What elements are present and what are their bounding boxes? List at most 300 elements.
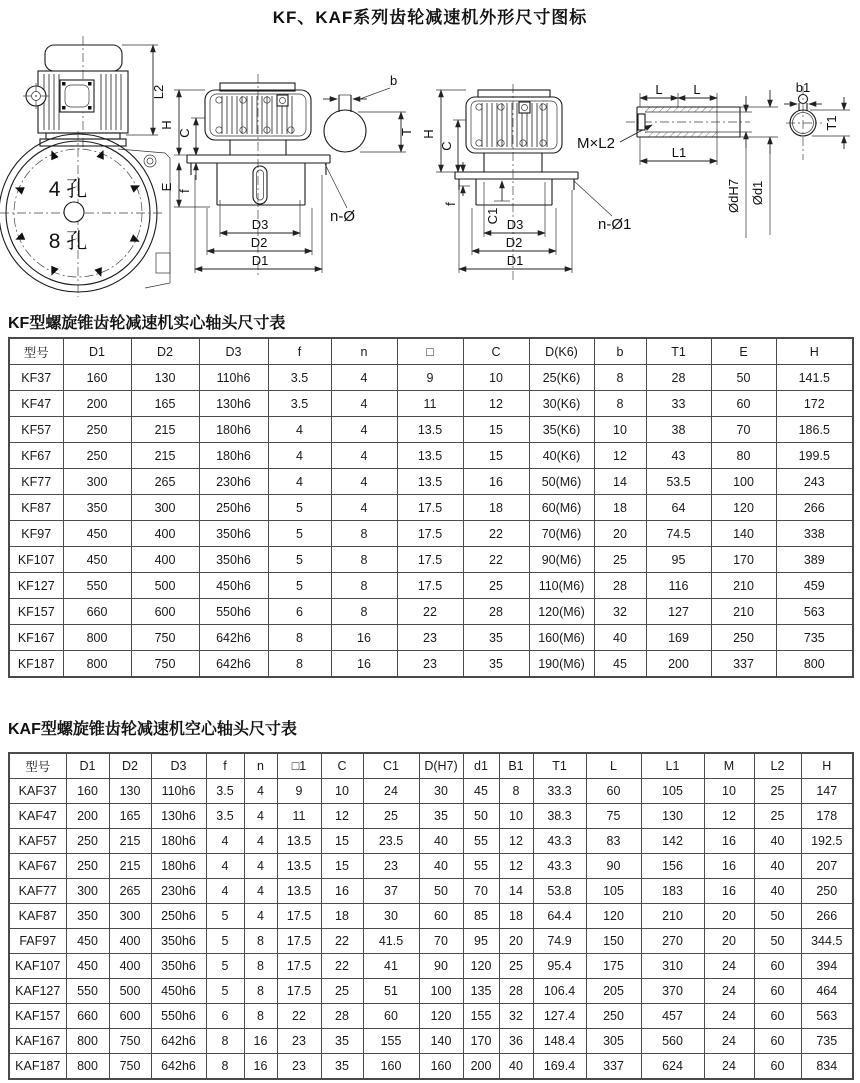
- value-cell: 43.3: [533, 829, 586, 854]
- value-cell: 8: [331, 599, 397, 625]
- value-cell: 169.4: [533, 1054, 586, 1080]
- table-row: [9, 929, 853, 954]
- value-cell: 165: [131, 391, 199, 417]
- value-cell: 120: [463, 954, 499, 979]
- value-cell: 35(K6): [529, 417, 594, 443]
- table-row: [9, 599, 853, 625]
- value-cell: 350: [63, 495, 131, 521]
- value-cell: 5: [206, 954, 244, 979]
- value-cell: 50(M6): [529, 469, 594, 495]
- dim-label-d2: D2: [250, 235, 268, 250]
- table-row: [9, 829, 853, 854]
- column-header: D(K6): [529, 338, 594, 365]
- column-header: 型号: [9, 338, 63, 365]
- column-header: L: [586, 753, 641, 779]
- hollow-shaft-section: [626, 82, 778, 238]
- value-cell: 127.4: [533, 1004, 586, 1029]
- value-cell: 23: [397, 651, 463, 678]
- value-cell: 35: [419, 804, 463, 829]
- value-cell: 4: [331, 391, 397, 417]
- value-cell: 250: [801, 879, 853, 904]
- value-cell: 25: [594, 547, 646, 573]
- value-cell: 8: [594, 365, 646, 391]
- table-row: [9, 391, 853, 417]
- column-header: L1: [641, 753, 704, 779]
- value-cell: 50: [754, 929, 801, 954]
- value-cell: 4: [244, 804, 277, 829]
- value-cell: 8: [268, 651, 331, 678]
- value-cell: 13.5: [397, 443, 463, 469]
- value-cell: 5: [268, 573, 331, 599]
- value-cell: 85: [463, 904, 499, 929]
- value-cell: 4: [331, 443, 397, 469]
- value-cell: 350h6: [151, 929, 206, 954]
- value-cell: 800: [66, 1029, 109, 1054]
- value-cell: 160: [363, 1054, 419, 1080]
- model-cell: KF157: [9, 599, 63, 625]
- value-cell: 5: [206, 904, 244, 929]
- value-cell: 6: [206, 1004, 244, 1029]
- table-row: [9, 804, 853, 829]
- value-cell: 147: [801, 779, 853, 804]
- value-cell: 30: [363, 904, 419, 929]
- value-cell: 110h6: [199, 365, 268, 391]
- value-cell: 642h6: [151, 1029, 206, 1054]
- value-cell: 735: [776, 625, 853, 651]
- value-cell: 40: [419, 829, 463, 854]
- value-cell: 250: [66, 829, 109, 854]
- value-cell: 28: [321, 1004, 363, 1029]
- dim-label-h: H: [159, 120, 174, 130]
- value-cell: 8: [594, 391, 646, 417]
- value-cell: 45: [594, 651, 646, 678]
- value-cell: 60: [754, 979, 801, 1004]
- value-cell: 4: [331, 365, 397, 391]
- value-cell: 160: [63, 365, 131, 391]
- value-cell: 50: [419, 879, 463, 904]
- value-cell: 28: [463, 599, 529, 625]
- value-cell: 4: [244, 854, 277, 879]
- value-cell: 28: [594, 573, 646, 599]
- value-cell: 60: [754, 1004, 801, 1029]
- value-cell: 180h6: [199, 443, 268, 469]
- value-cell: 250: [586, 1004, 641, 1029]
- value-cell: 5: [268, 547, 331, 573]
- dim-label-d1-shaft: Ød1: [750, 180, 765, 206]
- value-cell: 25(K6): [529, 365, 594, 391]
- dim-label-b: b: [390, 73, 398, 88]
- value-cell: 200: [463, 1054, 499, 1080]
- value-cell: 180h6: [151, 829, 206, 854]
- value-cell: 130: [109, 779, 151, 804]
- value-cell: 8: [268, 625, 331, 651]
- value-cell: 51: [363, 979, 419, 1004]
- value-cell: 50: [754, 904, 801, 929]
- dim-label-h2: H: [421, 129, 436, 139]
- value-cell: 22: [463, 521, 529, 547]
- value-cell: 4: [244, 829, 277, 854]
- value-cell: 600: [131, 599, 199, 625]
- column-header: B1: [499, 753, 533, 779]
- value-cell: 170: [711, 547, 776, 573]
- column-header: d1: [463, 753, 499, 779]
- value-cell: 60: [419, 904, 463, 929]
- value-cell: 450: [66, 929, 109, 954]
- model-cell: KF97: [9, 521, 63, 547]
- value-cell: 550: [66, 979, 109, 1004]
- bolt-holes-label-2: n-Ø1: [598, 216, 632, 233]
- dim-label-f: f: [177, 189, 192, 193]
- value-cell: 24: [704, 979, 754, 1004]
- table-row: [9, 1004, 853, 1029]
- value-cell: 550h6: [199, 599, 268, 625]
- value-cell: 64.4: [533, 904, 586, 929]
- column-header: H: [801, 753, 853, 779]
- value-cell: 8: [331, 521, 397, 547]
- value-cell: 17.5: [397, 547, 463, 573]
- column-header: □: [397, 338, 463, 365]
- value-cell: 23: [397, 625, 463, 651]
- value-cell: 43.3: [533, 854, 586, 879]
- value-cell: 90: [419, 954, 463, 979]
- value-cell: 16: [244, 1054, 277, 1080]
- value-cell: 5: [268, 521, 331, 547]
- value-cell: 800: [66, 1054, 109, 1080]
- value-cell: 266: [776, 495, 853, 521]
- model-cell: KF37: [9, 365, 63, 391]
- value-cell: 35: [463, 651, 529, 678]
- value-cell: 105: [641, 779, 704, 804]
- value-cell: 9: [397, 365, 463, 391]
- value-cell: 16: [704, 879, 754, 904]
- column-header: D3: [199, 338, 268, 365]
- value-cell: 60: [363, 1004, 419, 1029]
- value-cell: 160: [66, 779, 109, 804]
- table-row: [9, 1054, 853, 1080]
- value-cell: 50: [463, 804, 499, 829]
- value-cell: 60(M6): [529, 495, 594, 521]
- value-cell: 230h6: [151, 879, 206, 904]
- value-cell: 450h6: [199, 573, 268, 599]
- value-cell: 22: [277, 1004, 321, 1029]
- column-header: n: [331, 338, 397, 365]
- value-cell: 100: [711, 469, 776, 495]
- value-cell: 74.9: [533, 929, 586, 954]
- value-cell: 750: [131, 625, 199, 651]
- model-cell: KAF47: [9, 804, 66, 829]
- column-header: b: [594, 338, 646, 365]
- value-cell: 83: [586, 829, 641, 854]
- flange-holes-bottom-label: 8 孔: [48, 230, 88, 253]
- value-cell: 17.5: [397, 521, 463, 547]
- value-cell: 40: [754, 879, 801, 904]
- value-cell: 450h6: [151, 979, 206, 1004]
- column-header: □1: [277, 753, 321, 779]
- model-cell: KF47: [9, 391, 63, 417]
- table-row: [9, 573, 853, 599]
- value-cell: 8: [244, 954, 277, 979]
- value-cell: 60: [754, 1029, 801, 1054]
- value-cell: 344.5: [801, 929, 853, 954]
- value-cell: 53.5: [646, 469, 711, 495]
- value-cell: 175: [586, 954, 641, 979]
- value-cell: 450: [66, 954, 109, 979]
- value-cell: 16: [321, 879, 363, 904]
- value-cell: 4: [331, 495, 397, 521]
- column-header: E: [711, 338, 776, 365]
- value-cell: 60: [711, 391, 776, 417]
- value-cell: 22: [321, 954, 363, 979]
- value-cell: 459: [776, 573, 853, 599]
- value-cell: 5: [268, 495, 331, 521]
- kaf-table-title: KAF型螺旋锥齿轮减速机空心轴头尺寸表: [8, 721, 297, 738]
- value-cell: 800: [63, 625, 131, 651]
- model-cell: KAF127: [9, 979, 66, 1004]
- value-cell: 4: [244, 879, 277, 904]
- column-header: T1: [533, 753, 586, 779]
- value-cell: 23: [363, 854, 419, 879]
- value-cell: 130: [641, 804, 704, 829]
- value-cell: 8: [206, 1029, 244, 1054]
- value-cell: 13.5: [397, 417, 463, 443]
- value-cell: 120: [711, 495, 776, 521]
- value-cell: 17.5: [277, 929, 321, 954]
- value-cell: 560: [641, 1029, 704, 1054]
- value-cell: 210: [711, 573, 776, 599]
- value-cell: 25: [754, 779, 801, 804]
- value-cell: 389: [776, 547, 853, 573]
- value-cell: 40: [499, 1054, 533, 1080]
- value-cell: 12: [704, 804, 754, 829]
- value-cell: 12: [499, 829, 533, 854]
- value-cell: 15: [463, 443, 529, 469]
- model-cell: KF127: [9, 573, 63, 599]
- value-cell: 64: [646, 495, 711, 521]
- value-cell: 55: [463, 854, 499, 879]
- value-cell: 4: [268, 417, 331, 443]
- value-cell: 75: [586, 804, 641, 829]
- value-cell: 250h6: [151, 904, 206, 929]
- value-cell: 800: [63, 651, 131, 678]
- value-cell: 23: [277, 1054, 321, 1080]
- value-cell: 53.8: [533, 879, 586, 904]
- value-cell: 20: [594, 521, 646, 547]
- value-cell: 210: [641, 904, 704, 929]
- value-cell: 660: [63, 599, 131, 625]
- value-cell: 500: [109, 979, 151, 1004]
- value-cell: 13.5: [397, 469, 463, 495]
- value-cell: 400: [131, 547, 199, 573]
- value-cell: 337: [711, 651, 776, 678]
- model-cell: KAF187: [9, 1054, 66, 1080]
- table-row: [9, 365, 853, 391]
- value-cell: 14: [499, 879, 533, 904]
- kaf-dimension-table: [8, 752, 854, 1080]
- value-cell: 37: [363, 879, 419, 904]
- column-header: n: [244, 753, 277, 779]
- value-cell: 200: [66, 804, 109, 829]
- value-cell: 750: [131, 651, 199, 678]
- value-cell: 350h6: [151, 954, 206, 979]
- value-cell: 8: [331, 547, 397, 573]
- value-cell: 95: [463, 929, 499, 954]
- value-cell: 186.5: [776, 417, 853, 443]
- model-cell: KAF57: [9, 829, 66, 854]
- value-cell: 4: [331, 469, 397, 495]
- value-cell: 6: [268, 599, 331, 625]
- value-cell: 141.5: [776, 365, 853, 391]
- value-cell: 270: [641, 929, 704, 954]
- value-cell: 215: [131, 417, 199, 443]
- kaf-side-view: [421, 84, 652, 280]
- model-cell: KF167: [9, 625, 63, 651]
- model-cell: KAF167: [9, 1029, 66, 1054]
- value-cell: 750: [109, 1054, 151, 1080]
- bolt-holes-label: n-Ø: [330, 208, 356, 225]
- value-cell: 35: [321, 1029, 363, 1054]
- value-cell: 140: [711, 521, 776, 547]
- value-cell: 300: [109, 904, 151, 929]
- column-header: D2: [131, 338, 199, 365]
- value-cell: 350h6: [199, 521, 268, 547]
- value-cell: 155: [363, 1029, 419, 1054]
- value-cell: 116: [646, 573, 711, 599]
- value-cell: 17.5: [277, 954, 321, 979]
- value-cell: 169: [646, 625, 711, 651]
- kf-side-view: [159, 74, 355, 278]
- table-row: [9, 469, 853, 495]
- value-cell: 106.4: [533, 979, 586, 1004]
- value-cell: 60: [754, 954, 801, 979]
- value-cell: 40: [594, 625, 646, 651]
- dim-label-c1: C1: [485, 207, 500, 225]
- value-cell: 160(M6): [529, 625, 594, 651]
- value-cell: 8: [331, 573, 397, 599]
- value-cell: 230h6: [199, 469, 268, 495]
- value-cell: 4: [331, 417, 397, 443]
- value-cell: 20: [704, 904, 754, 929]
- value-cell: 25: [499, 954, 533, 979]
- value-cell: 10: [321, 779, 363, 804]
- flange-circle-view: [0, 131, 170, 297]
- dim-label-d3: D3: [251, 217, 269, 232]
- value-cell: 183: [641, 879, 704, 904]
- value-cell: 23: [277, 1029, 321, 1054]
- table-row: [9, 979, 853, 1004]
- value-cell: 74.5: [646, 521, 711, 547]
- value-cell: 24: [704, 1029, 754, 1054]
- value-cell: 33.3: [533, 779, 586, 804]
- value-cell: 38: [646, 417, 711, 443]
- dim-label-d1: D1: [251, 253, 269, 268]
- model-cell: KAF107: [9, 954, 66, 979]
- table-row: [9, 879, 853, 904]
- value-cell: 17.5: [397, 573, 463, 599]
- value-cell: 60: [586, 779, 641, 804]
- value-cell: 16: [331, 625, 397, 651]
- dim-label-l-left: L: [655, 82, 663, 97]
- value-cell: 30(K6): [529, 391, 594, 417]
- solid-shaft-section: [323, 73, 414, 152]
- value-cell: 8: [206, 1054, 244, 1080]
- value-cell: 624: [641, 1054, 704, 1080]
- value-cell: 15: [321, 829, 363, 854]
- value-cell: 11: [277, 804, 321, 829]
- value-cell: 8: [244, 929, 277, 954]
- value-cell: 8: [244, 979, 277, 1004]
- value-cell: 250: [63, 417, 131, 443]
- value-cell: 24: [704, 1004, 754, 1029]
- value-cell: 250: [711, 625, 776, 651]
- value-cell: 150: [586, 929, 641, 954]
- column-header: D1: [66, 753, 109, 779]
- value-cell: 600: [109, 1004, 151, 1029]
- value-cell: 20: [704, 929, 754, 954]
- value-cell: 43: [646, 443, 711, 469]
- value-cell: 400: [109, 954, 151, 979]
- column-header: L2: [754, 753, 801, 779]
- value-cell: 4: [206, 829, 244, 854]
- value-cell: 337: [586, 1054, 641, 1080]
- value-cell: 210: [711, 599, 776, 625]
- value-cell: 130h6: [199, 391, 268, 417]
- value-cell: 215: [109, 829, 151, 854]
- value-cell: 205: [586, 979, 641, 1004]
- value-cell: 5: [206, 979, 244, 1004]
- table-row: [9, 854, 853, 879]
- value-cell: 32: [594, 599, 646, 625]
- value-cell: 370: [641, 979, 704, 1004]
- value-cell: 350: [66, 904, 109, 929]
- column-header: M: [704, 753, 754, 779]
- column-header: C: [463, 338, 529, 365]
- dim-label-l1: L1: [671, 145, 687, 160]
- value-cell: 25: [363, 804, 419, 829]
- value-cell: 20: [499, 929, 533, 954]
- value-cell: 156: [641, 854, 704, 879]
- value-cell: 105: [586, 879, 641, 904]
- model-cell: KF57: [9, 417, 63, 443]
- dim-label-t1: T1: [824, 115, 839, 131]
- column-header: D3: [151, 753, 206, 779]
- value-cell: 155: [463, 1004, 499, 1029]
- value-cell: 12: [594, 443, 646, 469]
- value-cell: 13.5: [277, 879, 321, 904]
- value-cell: 4: [244, 779, 277, 804]
- value-cell: 170: [463, 1029, 499, 1054]
- value-cell: 41: [363, 954, 419, 979]
- value-cell: 207: [801, 854, 853, 879]
- value-cell: 18: [463, 495, 529, 521]
- value-cell: 16: [244, 1029, 277, 1054]
- value-cell: 28: [499, 979, 533, 1004]
- value-cell: 40: [419, 854, 463, 879]
- page-title: KF、KAF系列齿轮减速机外形尺寸图标: [272, 8, 588, 27]
- value-cell: 215: [109, 854, 151, 879]
- value-cell: 24: [704, 954, 754, 979]
- thread-label: M×L2: [577, 135, 615, 152]
- dim-label-t: T: [399, 128, 414, 136]
- kf-table-title: KF型螺旋锥齿轮减速机实心轴头尺寸表: [8, 315, 286, 332]
- value-cell: 394: [801, 954, 853, 979]
- value-cell: 8: [499, 779, 533, 804]
- table-row: [9, 521, 853, 547]
- value-cell: 8: [244, 1004, 277, 1029]
- dim-label-e: E: [159, 182, 174, 192]
- hollow-shaft-key-section: [784, 80, 850, 160]
- table-row: [9, 651, 853, 678]
- value-cell: 38.3: [533, 804, 586, 829]
